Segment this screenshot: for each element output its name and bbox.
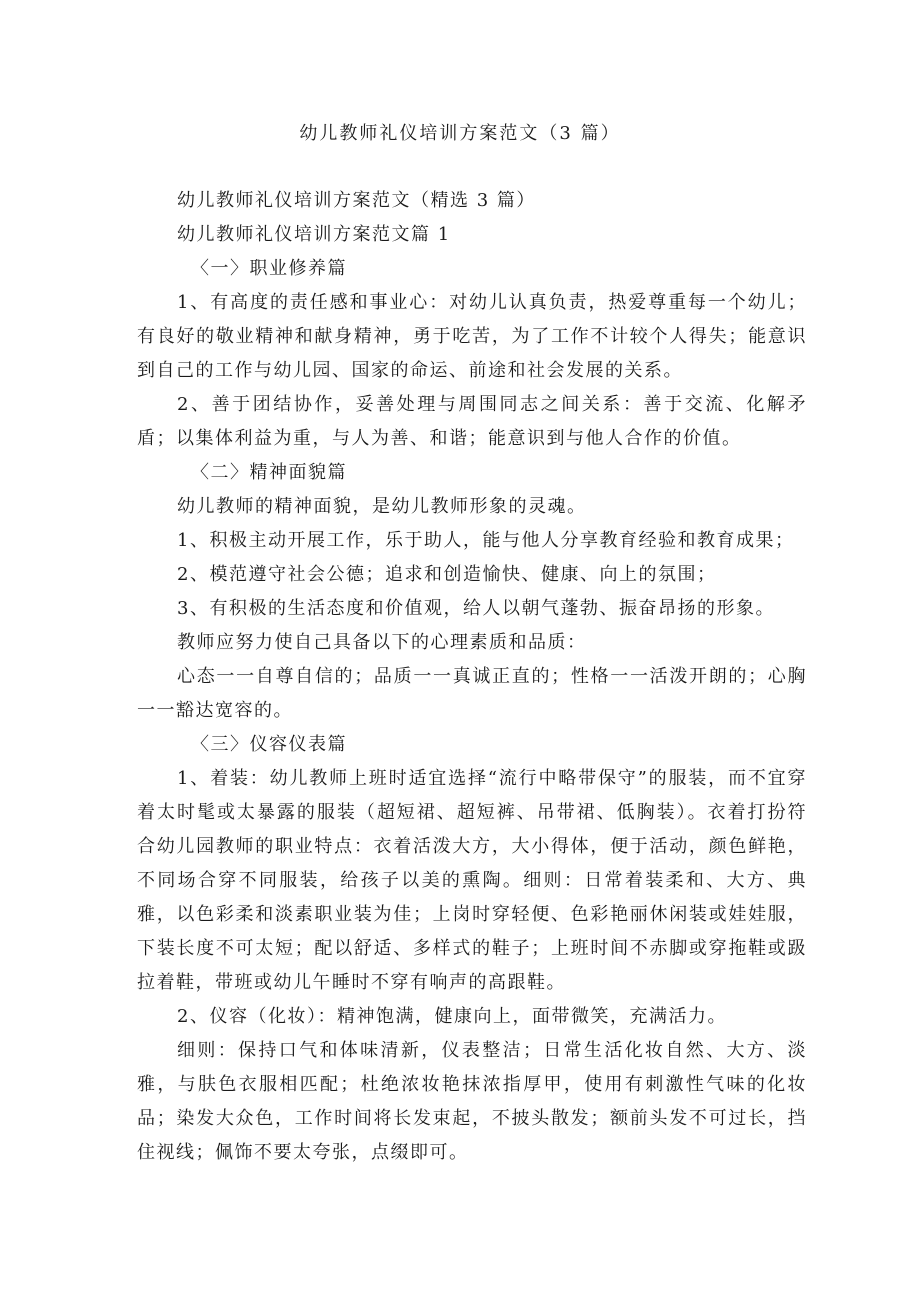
document-title: 幼儿教师礼仪培训方案范文（3 篇）	[299, 123, 621, 144]
paragraph: 幼儿教师礼仪培训方案范文（精选 3 篇）	[177, 190, 536, 211]
section-heading: 〈一〉职业修养篇	[191, 258, 347, 279]
paragraph: 心态一一自尊自信的；品质一一真诚正直的；性格一一活泼开朗的；心胸一一豁达宽容的。	[137, 666, 807, 721]
paragraph: 幼儿教师的精神面貌，是幼儿教师形象的灵魂。	[177, 496, 587, 517]
paragraph: 2、善于团结协作，妥善处理与周围同志之间关系：善于交流、化解矛盾；以集体利益为重，与人为善、和谐；能意识到与他人合作的价值。	[137, 394, 807, 449]
paragraph: 1、有高度的责任感和事业心：对幼儿认真负责，热爱尊重每一个幼儿；有良好的敬业精神和献身精神，勇于吃苦，为了工作不计较个人得失；能意识到自己的工作与幼儿园、国家的命运、前途和社会发展的关系。	[137, 292, 807, 381]
document-body	[137, 184, 807, 1170]
paragraph: 1、着装：幼儿教师上班时适宜选择“流行中略带保守”的服装，而不宜穿着太时髦或太暴露的服装（超短裙、超短裤、吊带裙、低胸装）。衣着打扮符合幼儿园教师的职业特点：衣着活泼大方，大小得体，便于活动，颜色鲜艳，不同场合穿不同服装，给孩子以美的熏陶。细则：日常着装柔和、大方、典雅，以色彩柔和淡素职业装为佳；上岗时穿轻便、色彩艳丽休闲装或娃娃服，下装长度不可太短；配以舒适、多样式的鞋子；上班时间不赤脚或穿拖鞋或趿拉着鞋，带班或幼儿午睡时不穿有响声的高跟鞋。	[137, 768, 807, 993]
paragraph: 教师应努力使自己具备以下的心理素质和品质：	[177, 632, 587, 653]
paragraph: 2、仪容（化妆）：精神饱满，健康向上，面带微笑，充满活力。	[177, 1006, 727, 1027]
section-heading: 〈二〉精神面貌篇	[191, 462, 347, 483]
paragraph: 1、积极主动开展工作，乐于助人，能与他人分享教育经验和教育成果；	[177, 530, 795, 551]
paragraph: 3、有积极的生活态度和价值观，给人以朝气蓬勃、振奋昂扬的形象。	[177, 598, 775, 619]
paragraph: 细则：保持口气和体味清新，仪表整洁；日常生活化妆自然、大方、淡雅，与肤色衣服相匹配；杜绝浓妆艳抹浓指厚甲，使用有刺激性气味的化妆品；染发大众色，工作时间将长发束起，不披头散发；额前头发不可过长，挡住视线；佩饰不要太夸张，点缀即可。	[137, 1040, 807, 1163]
paragraph: 2、模范遵守社会公德；追求和创造愉快、健康、向上的氛围；	[177, 564, 717, 585]
section-heading: 〈三〉仪容仪表篇	[191, 734, 347, 755]
paragraph: 幼儿教师礼仪培训方案范文篇 1	[177, 224, 451, 245]
